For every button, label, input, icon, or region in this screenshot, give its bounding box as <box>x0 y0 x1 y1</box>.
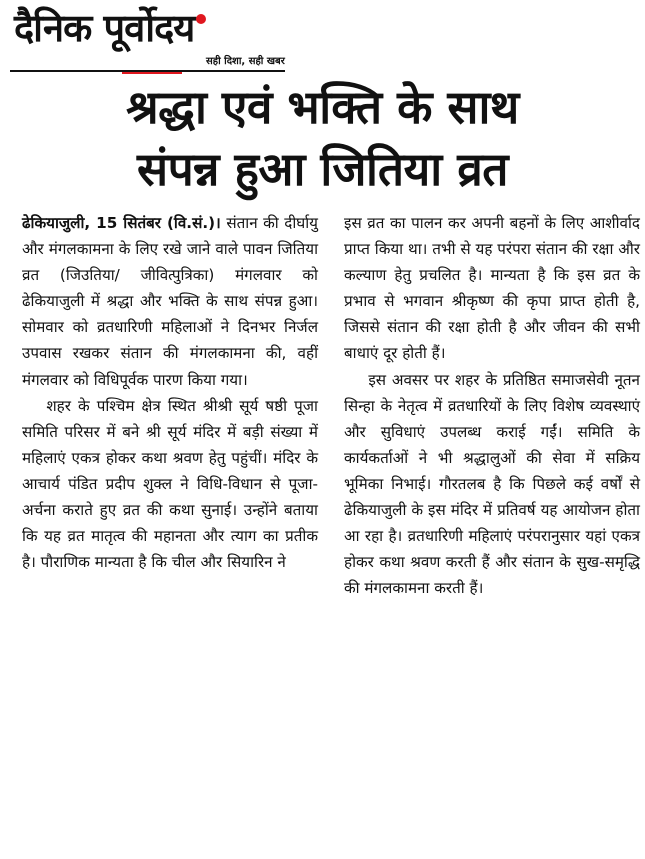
article-body <box>22 210 640 856</box>
headline-line-2: संपन्न हुआ जितिया व्रत <box>137 142 508 196</box>
article-paragraph: इस व्रत का पालन कर अपनी बहनों के लिए आशीर्वाद प्राप्त किया था। तभी से यह परंपरा संतान की रक्षा और कल्याण हेतु प्रचलित है। मान्यता है कि इस व्रत के प्रभाव से भगवान श्रीकृष्ण की कृपा प्राप्त होती है, जिससे संतान की रक्षा होती है और जीवन की सभी बाधाएं दूर होती हैं। <box>344 214 640 363</box>
headline-line-1: श्रद्धा एवं भक्ति के साथ <box>126 80 519 134</box>
article-column-1 <box>22 210 318 856</box>
article-column-2 <box>344 210 640 856</box>
headline <box>0 76 645 200</box>
masthead <box>10 4 290 74</box>
masthead-accent-rule <box>122 72 182 74</box>
brand-logo <box>14 4 206 52</box>
article-paragraph: शहर के पश्चिम क्षेत्र स्थित श्रीश्री सूर्य षष्ठी पूजा समिति परिसर में बने श्री सूर्य मंदिर में बड़ी संख्या में महिलाएं एकत्र होकर कथा श्रवण हेतु पहुंचीं। मंदिर के आचार्य पंडित प्रदीप शुक्ल ने विधि-विधान से पूजा-अर्चना कराते हुए व्रत की कथा सुनाई। उन्होंने बताया कि यह व्रत मातृत्व की महानता और त्याग का प्रतीक है। पौराणिक मान्यता है कि चील और सियारिन ने <box>22 396 318 572</box>
article-paragraph <box>22 210 318 393</box>
logo-dot-icon <box>196 14 206 24</box>
brand-tagline: सही दिशा, सही खबर <box>206 56 285 67</box>
paragraph-text: संतान की दीर्घायु और मंगलकामना के लिए रखे जाने वाले पावन जितिया व्रत (जिउतिया/ जीवित्पुत्रिका) मंगलवार को ढेकियाजुली में श्रद्धा और भक्ति के साथ संपन्न हुआ। सोमवार को व्रतधारिणी महिलाओं ने दिनभर निर्जल उपवास रखकर संतान की मंगलकामना की, वहीं मंगलवार को विधिपूर्वक पारण किया गया। <box>22 214 318 389</box>
article-paragraph: इस अवसर पर शहर के प्रतिष्ठित समाजसेवी नूतन सिन्हा के नेतृत्व में व्रतधारियों के लिए विशेष व्यवस्थाएं और सुविधाएं उपलब्ध कराई गईं। समिति के कार्यकर्ताओं ने भी श्रद्धालुओं की सेवा में सक्रिय भूमिका निभाई। गौरतलब है कि पिछले कई वर्षों से ढेकियाजुली के इस मंदिर में प्रतिवर्ष यह आयोजन होता आ रहा है। व्रतधारिणी महिलाएं परंपरानुसार यहां एकत्र होकर कथा श्रवण करती हैं और संतान के सुख-समृद्धि की मंगलकामना करती हैं। <box>344 370 640 598</box>
dateline: ढेकियाजुली, 15 सितंबर (वि.सं.)। <box>22 214 221 232</box>
brand-name: दैनिक पूर्वोदय <box>14 6 195 50</box>
